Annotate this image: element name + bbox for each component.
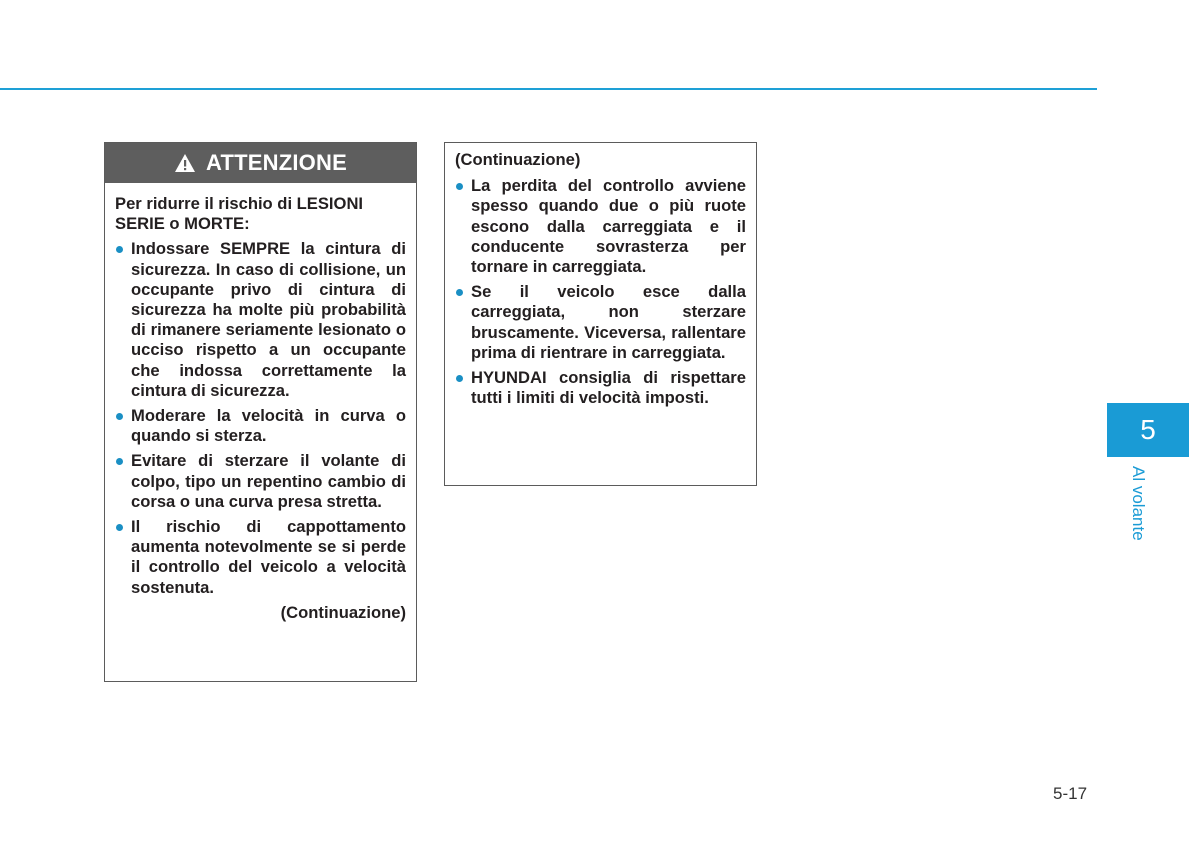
list-item: Se il veicolo esce dalla carreggiata, non sterzare bruscamente. Viceversa, rallentare prima di rientrare in carreggiata.: [455, 282, 746, 363]
header-rule: [0, 88, 1097, 90]
chapter-title: Al volante: [1129, 466, 1148, 541]
warning-continuation-body: [445, 143, 756, 408]
continued-from-label: (Continuazione): [455, 150, 581, 169]
warning-title: ATTENZIONE: [206, 150, 347, 175]
chapter-tab: [1107, 403, 1189, 457]
warning-header: [105, 143, 416, 183]
page-number: 5-17: [1053, 784, 1088, 803]
warning-box: [104, 142, 417, 682]
list-item: La perdita del controllo avviene spesso quando due o più ruote escono dalla carreggiata e il conducente sovrasterza per tornare in carreggiata.: [455, 176, 746, 277]
warning-triangle-icon: [174, 153, 196, 173]
list-item: HYUNDAI consiglia di rispettare tutti i limiti di velocità imposti.: [455, 368, 746, 408]
list-item: Evitare di sterzare il volante di colpo, tipo un repentino cambio di corsa o una curva presa stretta.: [115, 451, 406, 512]
list-item: Il rischio di cappottamento aumenta notevolmente se si perde il controllo del veicolo a velocità sostenuta.: [115, 517, 406, 598]
warning-bullet-list-left: [115, 239, 406, 597]
warning-intro: Per ridurre il rischio di LESIONI SERIE o MORTE:: [115, 194, 364, 234]
warning-continuation-box: [444, 142, 757, 486]
warning-body: [105, 183, 416, 623]
list-item: Indossare SEMPRE la cintura di sicurezza. In caso di collisione, un occupante privo di cintura di sicurezza ha molte più probabilità di rimanere seriamente lesionato o ucciso rispetto a un occupante che indossa correttamente la cintura di sicurezza.: [115, 239, 406, 401]
list-item: Moderare la velocità in curva o quando si sterza.: [115, 406, 406, 446]
warning-bullet-list-right: [455, 176, 746, 408]
chapter-number: 5: [1140, 414, 1156, 445]
continued-label: (Continuazione): [280, 602, 406, 622]
